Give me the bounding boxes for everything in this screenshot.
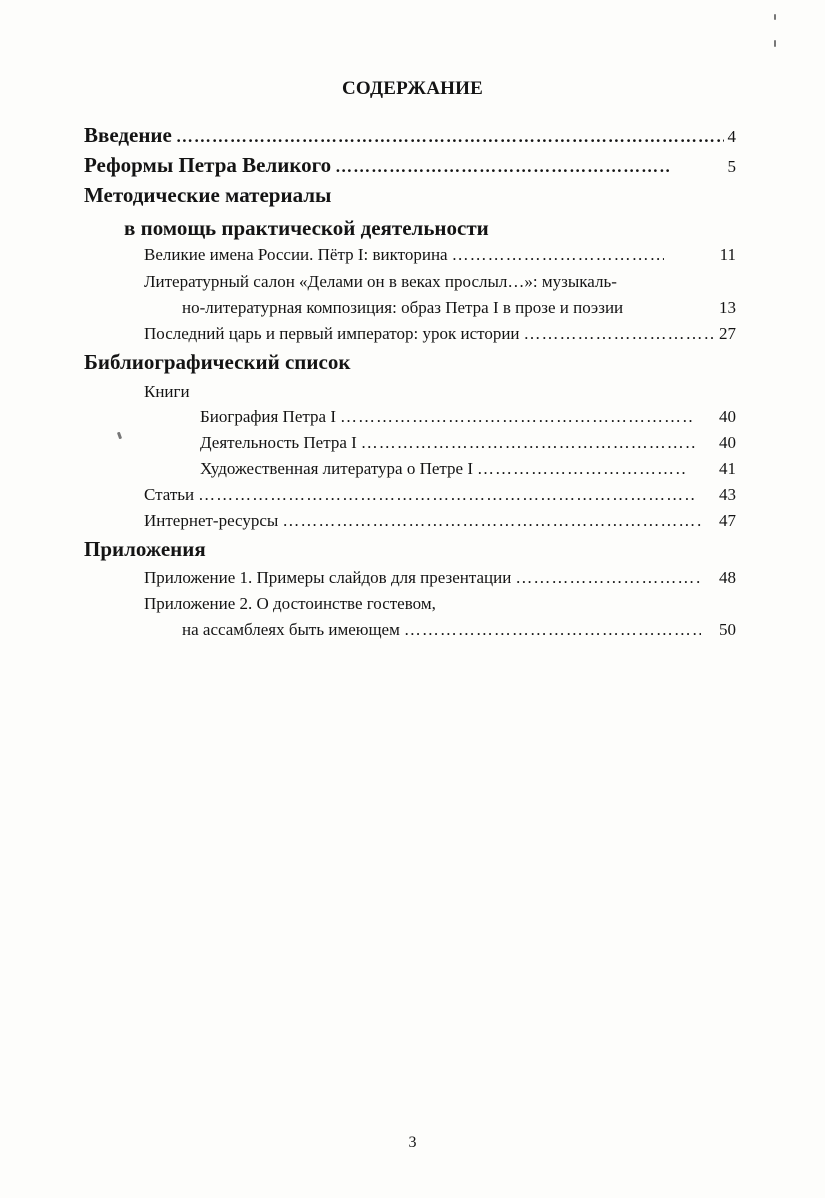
toc-page-number: 5 (727, 157, 736, 176)
toc-page-number: 41 (719, 459, 736, 478)
toc-page-number: 43 (719, 485, 736, 504)
scan-speck (774, 40, 776, 47)
toc-page-number: 40 (719, 407, 736, 426)
toc-heading-bibliography[interactable]: Библиографический список (84, 350, 351, 374)
toc-entry-salon-line2[interactable] (182, 298, 736, 318)
toc-label: Введение (84, 123, 172, 147)
toc-entry-appendix-2-line1[interactable]: Приложение 2. О достоинстве гостевом, (144, 594, 436, 613)
page-number: 3 (408, 1134, 417, 1151)
toc-leader-dots (404, 620, 701, 640)
toc-heading-appendices[interactable]: Приложения (84, 537, 206, 561)
toc-label: на ассамблеях быть имеющем (182, 620, 400, 639)
toc-leader-dots (361, 433, 695, 453)
toc-heading-methods-1[interactable]: Методические материалы (84, 183, 332, 207)
toc-entry-articles[interactable] (144, 485, 736, 505)
toc-leader-dots (198, 485, 695, 505)
toc-entry-salon-line1[interactable]: Литературный салон «Делами он в веках прослыл…»: музыкаль- (144, 272, 617, 291)
toc-leader-dots (282, 511, 701, 531)
scan-speck (117, 432, 122, 440)
contents-title: СОДЕРЖАНИЕ (342, 78, 483, 99)
toc-label: Последний царь и первый император: урок истории (144, 324, 520, 343)
toc-label: Реформы Петра Великого (84, 153, 332, 177)
toc-label: Деятельность Петра I (200, 433, 357, 452)
toc-entry-intro[interactable] (84, 123, 736, 148)
toc-page-number: 4 (727, 127, 736, 146)
toc-entry-appendix-1[interactable] (144, 568, 736, 588)
toc-label: Художественная литература о Петре I (200, 459, 474, 478)
scan-speck (774, 14, 776, 20)
toc-subheading-books[interactable]: Книги (144, 382, 190, 401)
toc-leader-dots (176, 127, 724, 147)
toc-label: Биография Петра I (200, 407, 336, 426)
toc-leader-dots (340, 407, 693, 427)
toc-entry-reforms[interactable] (84, 153, 736, 178)
toc-entry-fiction[interactable] (200, 459, 736, 479)
toc-page-number: 11 (719, 245, 736, 264)
toc-entry-quiz[interactable] (144, 245, 736, 265)
toc-leader-dots (524, 324, 715, 344)
toc-label: Интернет-ресурсы (144, 511, 279, 530)
toc-leader-dots (335, 157, 669, 177)
toc-leader-dots (452, 245, 664, 265)
toc-leader-dots (515, 568, 701, 588)
toc-entry-internet[interactable] (144, 511, 736, 531)
toc-entry-activity[interactable] (200, 433, 736, 453)
toc-entry-lesson[interactable] (144, 324, 736, 344)
toc-heading-methods-2[interactable]: в помощь практической деятельности (124, 216, 489, 240)
toc-entry-appendix-2-line2[interactable] (182, 620, 736, 640)
toc-page-number: 40 (719, 433, 736, 452)
toc-label: Приложение 1. Примеры слайдов для презентации (144, 568, 512, 587)
toc-entry-biography[interactable] (200, 407, 736, 427)
toc-label: Великие имена России. Пётр I: викторина (144, 245, 448, 264)
toc-leader-dots (477, 459, 685, 479)
toc-page-number: 13 (719, 298, 736, 317)
toc-page-number: 27 (719, 324, 736, 343)
toc-label: но-литературная композиция: образ Петра I в прозе и поэзии (182, 298, 624, 317)
toc-label: Статьи (144, 485, 195, 504)
toc-page-number: 50 (719, 620, 736, 639)
toc-page-number: 48 (719, 568, 736, 587)
toc-page-number: 47 (719, 511, 736, 530)
